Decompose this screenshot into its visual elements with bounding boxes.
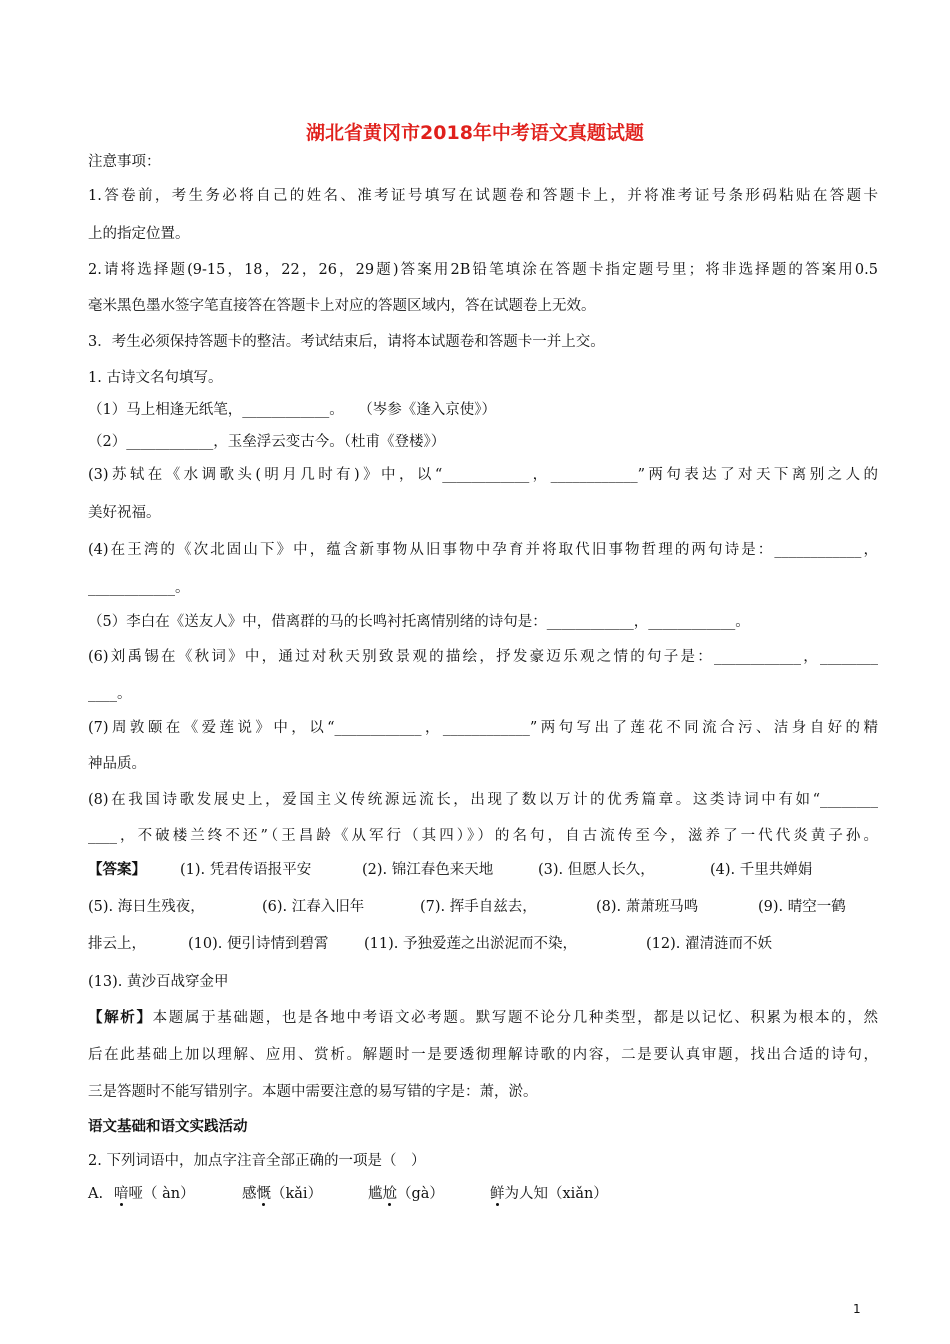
question-1-line: 神品质。 — [88, 756, 146, 772]
answer-row — [88, 934, 878, 954]
dotted-char: 慨 — [256, 1186, 271, 1202]
answer-row — [88, 897, 878, 917]
answer-item: (11). 予独爱莲之出淤泥而不染， — [364, 936, 577, 952]
question-1-line: （1）马上相逢无纸笔，____________。 （岑参《逢入京使》） — [88, 402, 496, 418]
question-1-line: (4)在王湾的《次北固山下》中，蕴含新事物从旧事物中孕育并将取代旧事物哲理的两句诗是：____________， — [88, 542, 878, 558]
question-1-line: 美好祝福。 — [88, 505, 161, 521]
answer-item: (5). 海日生残夜， — [88, 899, 205, 915]
notice-line: 3．考生必须保持答题卡的整洁。考试结束后，请将本试题卷和答题卡一并上交。 — [88, 334, 605, 350]
option-word: 感慨（kǎi） — [242, 1186, 323, 1202]
question-1-line: (6)刘禹锡在《秋词》中，通过对秋天别致景观的描绘，抒发豪迈乐观之情的句子是：____________，________ — [88, 649, 878, 665]
answer-item: (4). 千里共婵娟 — [710, 862, 813, 878]
page-title: 湖北省黄冈市2018年中考语文真题试题 — [306, 122, 644, 144]
answer-item: 排云上， — [88, 936, 146, 952]
answer-row — [88, 972, 878, 992]
question-2-heading: 2. 下列词语中，加点字注音全部正确的一项是（ ） — [88, 1153, 426, 1169]
answer-item: (2). 锦江春色来天地 — [362, 862, 494, 878]
answer-item: (6). 江春入旧年 — [262, 899, 365, 915]
question-2-option-a — [88, 1184, 878, 1204]
answer-item: (7). 挥手自兹去， — [420, 899, 537, 915]
answer-item: (1). 凭君传语报平安 — [180, 862, 312, 878]
analysis-text: 本题属于基础题，也是各地中考语文必考题。默写题不论分几种类型，都是以记忆、积累为根本的，然 — [152, 1010, 878, 1026]
answer-item: (13). 黄沙百战穿金甲 — [88, 974, 229, 990]
question-1-line: (8)在我国诗歌发展史上，爱国主义传统源远流长，出现了数以万计的优秀篇章。这类诗词中有如“________ — [88, 792, 878, 808]
answer-item: (9). 晴空一鹤 — [758, 899, 846, 915]
answer-item: (12). 濯清涟而不妖 — [646, 936, 772, 952]
notice-line: 毫米黑色墨水签字笔直接答在答题卡上对应的答题区域内，答在试题卷上无效。 — [88, 298, 596, 314]
question-1-line: ____，不破楼兰终不还”（王昌龄《从军行（其四）》）的名句，自古流传至今，滋养了一代代炎黄子孙。 — [88, 828, 878, 844]
option-word: 鲜为人知（xiǎn） — [490, 1186, 608, 1202]
analysis-line: 三是答题时不能写错别字。本题中需要注意的易写错的字是：萧，淤。 — [88, 1084, 538, 1100]
option-word: 喑哑（ àn） — [114, 1186, 195, 1202]
section-heading: 语文基础和语文实践活动 — [88, 1119, 248, 1135]
option-word: 尴尬（gà） — [368, 1186, 444, 1202]
page-number: 1 — [853, 1302, 861, 1316]
analysis-label: 【解析】 — [88, 1010, 153, 1026]
question-1-line: ____。 — [88, 686, 132, 702]
question-1-line: (3)苏轼在《水调歌头(明月几时有)》中，以“____________，____________”两句表达了对天下离别之人的 — [88, 467, 878, 483]
answer-label: 【答案】 — [88, 862, 146, 878]
notice-line: 上的指定位置。 — [88, 226, 190, 242]
answer-row — [88, 860, 878, 880]
dotted-char: 喑 — [114, 1186, 129, 1202]
question-1-line: (7)周敦颐在《爱莲说》中，以“____________，____________”两句写出了莲花不同流合污、洁身自好的精 — [88, 720, 878, 736]
dotted-char: 鲜 — [490, 1186, 505, 1202]
question-1-line: （5）李白在《送友人》中，借离群的马的长鸣衬托离情别绪的诗句是：____________，____________。 — [88, 614, 750, 630]
notice-line: 2.请将选择题(9-15，18，22，26，29题)答案用2B铅笔填涂在答题卡指定题号里；将非选择题的答案用0.5 — [88, 262, 878, 278]
notice-line: 1.答卷前，考生务必将自己的姓名、准考证号填写在试题卷和答题卡上，并将准考证号条形码粘贴在答题卡 — [88, 188, 878, 204]
answer-item: (10). 便引诗情到碧霄 — [188, 936, 329, 952]
notice-heading: 注意事项： — [88, 154, 161, 170]
analysis-line: 后在此基础上加以理解、应用、赏析。解题时一是要透彻理解诗歌的内容，二是要认真审题，找出合适的诗句， — [88, 1047, 878, 1063]
answer-item: (3). 但愿人长久， — [538, 862, 655, 878]
question-1-line: ____________。 — [88, 580, 190, 596]
question-1-heading: 1. 古诗文名句填写。 — [88, 370, 223, 386]
analysis-line — [88, 1008, 878, 1028]
dotted-char: 尬 — [382, 1186, 397, 1202]
question-1-line: （2）____________，玉垒浮云变古今。（杜甫《登楼》） — [88, 434, 446, 450]
option-label: A. — [88, 1186, 104, 1202]
answer-item: (8). 萧萧班马鸣 — [596, 899, 699, 915]
